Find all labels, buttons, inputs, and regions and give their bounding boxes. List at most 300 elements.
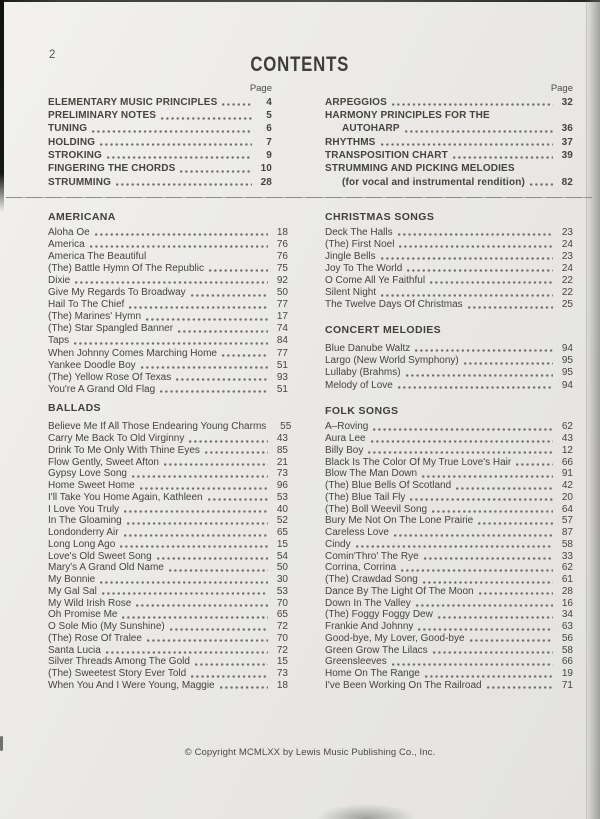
toc-entry-line1: [325, 161, 573, 174]
dot-leader: [146, 318, 268, 321]
dot-leader: [151, 257, 268, 260]
song-page: 92: [276, 274, 288, 286]
dot-leader: [120, 545, 268, 548]
song-page: 30: [276, 574, 288, 585]
dot-leader: [464, 362, 553, 365]
entry-title: PRELIMINARY NOTES: [48, 110, 157, 122]
song-page: 33: [561, 550, 573, 562]
song-title: (The) Boll Weevil Song: [325, 503, 428, 515]
song-list-ballads: [48, 421, 292, 691]
song-list-concert: [325, 342, 573, 391]
song-title: Blue Danube Waltz: [325, 342, 411, 354]
dot-leader: [423, 581, 553, 584]
song-page: 51: [276, 383, 288, 395]
dot-leader: [180, 170, 252, 173]
song-title: Flow Gently, Sweet Afton: [48, 456, 159, 468]
song-row: [325, 367, 573, 379]
dot-leader: [209, 269, 268, 272]
song-title: You're A Grand Old Flag: [48, 383, 156, 395]
song-row: [48, 226, 288, 238]
entry-page: 4: [266, 96, 272, 108]
dot-leader: [127, 522, 268, 525]
song-page: 62: [561, 562, 573, 574]
dot-leader: [456, 487, 553, 490]
page-column-label-right: Page: [550, 83, 573, 94]
song-title: Deck The Halls: [325, 226, 393, 238]
dot-leader: [161, 117, 252, 120]
paper-edge-right: [585, 0, 600, 819]
song-row: [48, 238, 288, 250]
song-title: A–Roving: [325, 421, 369, 433]
song-page: 34: [561, 609, 573, 621]
song-row: [48, 383, 288, 395]
dot-leader: [381, 143, 554, 146]
song-page: 65: [276, 527, 288, 538]
entry-page: 7: [266, 136, 272, 148]
song-page: 55: [280, 421, 292, 433]
entry-page: 28: [260, 176, 272, 188]
front-matter-right: [325, 95, 573, 188]
dot-leader: [478, 522, 553, 525]
toc-entry: [48, 108, 272, 121]
entry-page: 39: [561, 149, 573, 161]
dot-leader: [415, 349, 553, 352]
dot-leader: [425, 675, 553, 678]
song-title: My Bonnie: [48, 574, 96, 585]
song-page: 25: [561, 299, 573, 311]
song-title: O Sole Mio (My Sunshine): [48, 621, 165, 632]
song-page: 24: [561, 238, 573, 250]
dot-leader: [453, 156, 553, 159]
dot-leader: [90, 245, 268, 248]
dot-leader: [530, 183, 553, 186]
song-page: 94: [561, 379, 573, 391]
song-page: 85: [276, 444, 288, 456]
song-page: 22: [561, 274, 573, 286]
dot-leader: [92, 130, 252, 133]
dot-leader: [136, 604, 268, 607]
song-row: [48, 274, 288, 286]
dot-leader: [178, 330, 268, 333]
song-title: When You And I Were Young, Maggie: [48, 679, 215, 691]
song-title: Cindy: [325, 538, 351, 550]
song-title: (The) Sweetest Story Ever Told: [48, 668, 187, 679]
song-page: 57: [561, 515, 573, 527]
song-title: O Come All Ye Faithful: [325, 274, 426, 286]
song-title: Hail To The Chief: [48, 299, 125, 311]
dot-leader: [399, 245, 553, 248]
song-row: [325, 562, 573, 574]
song-page: 87: [561, 527, 573, 538]
song-title: Love's Old Sweet Song: [48, 550, 152, 562]
song-title: Believe Me If All Those Endearing Young Charms: [48, 421, 267, 433]
song-page: 71: [561, 679, 573, 691]
toc-entry-line1: [48, 148, 272, 161]
dot-leader: [407, 269, 553, 272]
dot-leader: [189, 440, 268, 443]
song-row: [325, 503, 573, 515]
toc-entry-line1: [48, 175, 272, 188]
song-title: (The) Star Spangled Banner: [48, 323, 174, 335]
section-heading-concert: CONCERT MELODIES: [325, 324, 442, 336]
song-page: 94: [561, 342, 573, 354]
dot-leader: [160, 390, 268, 393]
dot-leader: [95, 233, 268, 236]
entry-title: STROKING: [48, 149, 102, 161]
dot-leader: [356, 545, 553, 548]
song-row: [48, 433, 288, 445]
toc-entry-line1: [48, 135, 272, 148]
song-title: I Love You Truly: [48, 503, 120, 515]
song-title: (The) Blue Tail Fly: [325, 491, 406, 503]
song-page: 15: [276, 656, 288, 668]
song-page: 66: [561, 456, 573, 468]
song-row: [325, 492, 573, 504]
song-row: [48, 539, 288, 551]
dot-leader: [191, 294, 268, 297]
song-page: 76: [276, 250, 288, 262]
dot-leader: [208, 498, 268, 501]
song-page: 66: [561, 656, 573, 668]
song-title: I'll Take You Home Again, Kathleen: [48, 491, 203, 503]
song-title: America: [48, 238, 85, 250]
song-title: My Wild Irish Rose: [48, 597, 132, 609]
song-list-americana: [48, 226, 288, 395]
toc-entry: [325, 148, 573, 161]
song-row: [48, 668, 288, 680]
song-title: Silver Threads Among The Gold: [48, 656, 190, 668]
song-row: [48, 656, 288, 668]
entry-title: RHYTHMS: [325, 136, 376, 148]
song-page: 72: [276, 644, 288, 656]
song-title: Londonderry Air: [48, 527, 119, 538]
song-row: [48, 680, 288, 692]
song-title: Home Sweet Home: [48, 480, 135, 491]
song-row: [48, 644, 288, 656]
dot-leader: [102, 592, 268, 595]
entry-title: STRUMMING: [48, 176, 112, 188]
song-row: [325, 468, 573, 480]
song-page: 76: [276, 238, 288, 250]
song-title: Largo (New World Symphony): [325, 355, 459, 367]
song-row: [48, 347, 288, 359]
front-matter-left: [48, 95, 272, 188]
song-title: Give My Regards To Broadway: [48, 287, 186, 299]
dot-leader: [410, 498, 553, 501]
song-page: 93: [276, 371, 288, 383]
page-column-label-left: Page: [249, 83, 272, 94]
dot-leader: [516, 463, 553, 466]
song-page: 91: [561, 468, 573, 480]
song-row: [48, 480, 288, 492]
toc-entry-line1: [325, 95, 573, 108]
song-page: 77: [276, 299, 288, 311]
song-page: 28: [561, 585, 573, 597]
song-page: 18: [276, 226, 288, 238]
entry-page: 37: [561, 136, 573, 148]
entry-title: HARMONY PRINCIPLES FOR THE: [325, 110, 490, 122]
dot-leader: [371, 440, 553, 443]
dot-leader: [122, 616, 268, 619]
song-title: The Twelve Days Of Christmas: [325, 299, 463, 311]
song-title: Good-bye, My Lover, Good-bye: [325, 632, 465, 644]
song-title: (The) Blue Bells Of Scotland: [325, 480, 452, 491]
entry-title: ARPEGGIOS: [325, 96, 387, 108]
song-page: 43: [561, 433, 573, 444]
dot-leader: [432, 510, 553, 513]
song-page: 74: [276, 323, 288, 335]
song-row: [48, 586, 288, 598]
page-number: 2: [49, 49, 56, 61]
dot-leader: [141, 366, 268, 369]
song-title: Dixie: [48, 274, 71, 286]
song-row: [48, 609, 288, 621]
dot-leader: [405, 130, 553, 133]
entry-title: STRUMMING AND PICKING MELODIES: [325, 163, 515, 175]
song-title: Aura Lee: [325, 433, 366, 444]
song-page: 61: [561, 574, 573, 585]
song-row: [325, 633, 573, 645]
song-page: 23: [561, 226, 573, 238]
song-row: [325, 656, 573, 668]
entry-title: FINGERING THE CHORDS: [48, 163, 176, 175]
song-title: Lullaby (Brahms): [325, 367, 401, 379]
song-title: (The) Crawdad Song: [325, 574, 418, 585]
song-row: [325, 286, 573, 298]
dot-leader: [394, 534, 553, 537]
dot-leader: [438, 616, 553, 619]
entry-page: 36: [561, 123, 573, 135]
song-title: Aloha Oe: [48, 226, 90, 238]
song-row: [325, 456, 573, 468]
song-title: (The) First Noel: [325, 238, 395, 250]
song-row: [325, 621, 573, 633]
song-title: My Gal Sal: [48, 585, 97, 597]
song-title: Mary's A Grand Old Name: [48, 562, 164, 574]
song-title: Bury Me Not On The Lone Prairie: [325, 515, 474, 527]
dot-leader: [398, 386, 553, 389]
dot-leader: [392, 663, 553, 666]
song-row: [325, 262, 573, 274]
entry-subtitle: (for vocal and instrumental rendition): [342, 176, 525, 188]
song-page: 24: [561, 262, 573, 274]
song-row: [325, 274, 573, 286]
song-row: [325, 597, 573, 609]
toc-entry-line1: [48, 161, 272, 174]
page-title: CONTENTS: [250, 53, 350, 76]
song-title: Frankie And Johnny: [325, 621, 414, 632]
entry-page: 9: [266, 149, 272, 161]
dot-leader: [487, 686, 553, 689]
song-page: 70: [276, 597, 288, 609]
dot-leader: [129, 306, 268, 309]
entry-title: HOLDING: [48, 136, 96, 148]
song-row: [48, 286, 288, 298]
song-page: 62: [561, 421, 573, 433]
toc-entry: [325, 161, 573, 188]
song-page: 23: [561, 250, 573, 262]
dot-leader: [170, 628, 268, 631]
section-heading-ballads: BALLADS: [48, 402, 101, 414]
song-row: [325, 515, 573, 527]
song-page: 52: [276, 515, 288, 527]
song-page: 43: [276, 433, 288, 444]
song-title: Corrina, Corrina: [325, 562, 397, 574]
song-row: [48, 262, 288, 274]
song-title: Comin'Thro' The Rye: [325, 550, 419, 562]
dot-leader: [220, 686, 268, 689]
song-row: [325, 574, 573, 586]
song-title: Santa Lucia: [48, 644, 101, 656]
dot-leader: [392, 103, 553, 106]
song-title: Black Is The Color Of My True Love's Hair: [325, 456, 512, 468]
dot-leader: [124, 534, 268, 537]
song-title: Dance By The Light Of The Moon: [325, 585, 474, 597]
song-row: [48, 299, 288, 311]
song-row: [48, 468, 288, 480]
song-page: 56: [561, 632, 573, 644]
dot-leader: [107, 156, 252, 159]
song-title: I've Been Working On The Railroad: [325, 679, 482, 691]
dot-leader: [140, 487, 268, 490]
song-row: [48, 503, 288, 515]
song-row: [48, 574, 288, 586]
song-page: 58: [561, 644, 573, 656]
song-title: Taps: [48, 335, 70, 347]
dot-leader: [205, 451, 268, 454]
entry-subtitle: AUTOHARP: [342, 123, 400, 135]
song-row: [325, 609, 573, 621]
song-row: [48, 597, 288, 609]
song-row: [325, 668, 573, 680]
song-row: [325, 586, 573, 598]
dot-leader: [222, 354, 268, 357]
song-page: 58: [561, 538, 573, 550]
entry-page: 6: [266, 123, 272, 135]
dot-leader: [169, 569, 268, 572]
song-page: 51: [276, 359, 288, 371]
entry-page: 32: [561, 96, 573, 108]
dot-leader: [176, 378, 268, 381]
song-page: 96: [276, 480, 288, 491]
dot-leader: [100, 143, 252, 146]
song-title: Yankee Doodle Boy: [48, 359, 136, 371]
dot-leader: [470, 639, 553, 642]
dot-leader: [418, 628, 553, 631]
dot-leader: [157, 557, 268, 560]
song-page: 65: [276, 609, 288, 621]
entry-page: 10: [260, 163, 272, 175]
song-list-folk: [325, 421, 573, 691]
song-row: [48, 250, 288, 262]
song-title: Green Grow The Lilacs: [325, 644, 428, 656]
toc-entry: [48, 135, 272, 148]
song-page: 42: [561, 480, 573, 491]
song-title: Gypsy Love Song: [48, 468, 127, 480]
song-page: 40: [276, 503, 288, 515]
dot-leader: [406, 374, 553, 377]
dot-leader: [422, 475, 553, 478]
dot-leader: [368, 451, 553, 454]
song-page: 50: [276, 562, 288, 574]
song-title: (The) Rose Of Tralee: [48, 632, 142, 644]
song-title: Drink To Me Only With Thine Eyes: [48, 444, 200, 456]
song-page: 16: [561, 597, 573, 609]
dot-leader: [401, 569, 553, 572]
toc-entry: [48, 148, 272, 161]
song-page: 95: [561, 367, 573, 379]
song-page: 20: [561, 491, 573, 503]
section-divider: [6, 197, 592, 198]
toc-entry-line1: [325, 148, 573, 161]
song-page: 18: [276, 679, 288, 691]
song-title: Oh Promise Me: [48, 609, 118, 621]
dot-leader: [116, 183, 252, 186]
song-row: [325, 644, 573, 656]
toc-entry: [48, 122, 272, 135]
dot-leader: [479, 592, 553, 595]
toc-entry-line1: [325, 108, 573, 121]
song-page: 63: [561, 621, 573, 632]
song-page: 64: [561, 503, 573, 515]
page-title-wrap: [0, 54, 600, 76]
song-row: [325, 550, 573, 562]
song-title: In The Gloaming: [48, 515, 122, 527]
song-row: [48, 492, 288, 504]
song-title: Joy To The World: [325, 262, 403, 274]
song-row: [325, 680, 573, 692]
song-title: Blow The Man Down: [325, 468, 418, 480]
song-row: [325, 539, 573, 551]
song-title: Greensleeves: [325, 656, 387, 668]
song-row: [48, 633, 288, 645]
song-page: 22: [561, 287, 573, 299]
song-title: Careless Love: [325, 527, 389, 538]
song-row: [48, 456, 288, 468]
toc-entry-line1: [325, 135, 573, 148]
song-row: [325, 238, 573, 250]
toc-entry: [48, 161, 272, 174]
section-heading-americana: AMERICANA: [48, 211, 116, 223]
dot-leader: [381, 294, 553, 297]
song-title: Long Long Ago: [48, 538, 116, 550]
dot-leader: [75, 281, 268, 284]
song-title: Jingle Bells: [325, 250, 376, 262]
song-row: [48, 562, 288, 574]
song-row: [48, 527, 288, 539]
toc-entry-line1: [48, 108, 272, 121]
entry-title: TRANSPOSITION CHART: [325, 149, 448, 161]
song-row: [48, 335, 288, 347]
dot-leader: [424, 557, 553, 560]
song-title: America The Beautiful: [48, 250, 147, 262]
paper-edge-left: [0, 0, 4, 212]
song-page: 50: [276, 287, 288, 299]
song-title: (The) Yellow Rose Of Texas: [48, 371, 172, 383]
song-title: Down In The Valley: [325, 597, 411, 609]
paper-edge-top: [0, 0, 600, 2]
song-row: [325, 226, 573, 238]
dot-leader: [164, 463, 268, 466]
song-row: [48, 371, 288, 383]
song-row: [48, 621, 288, 633]
song-page: 15: [276, 538, 288, 550]
song-page: 75: [276, 262, 288, 274]
song-page: 77: [276, 347, 288, 359]
song-row: [48, 359, 288, 371]
entry-page: 82: [561, 176, 573, 188]
dot-leader: [147, 639, 268, 642]
